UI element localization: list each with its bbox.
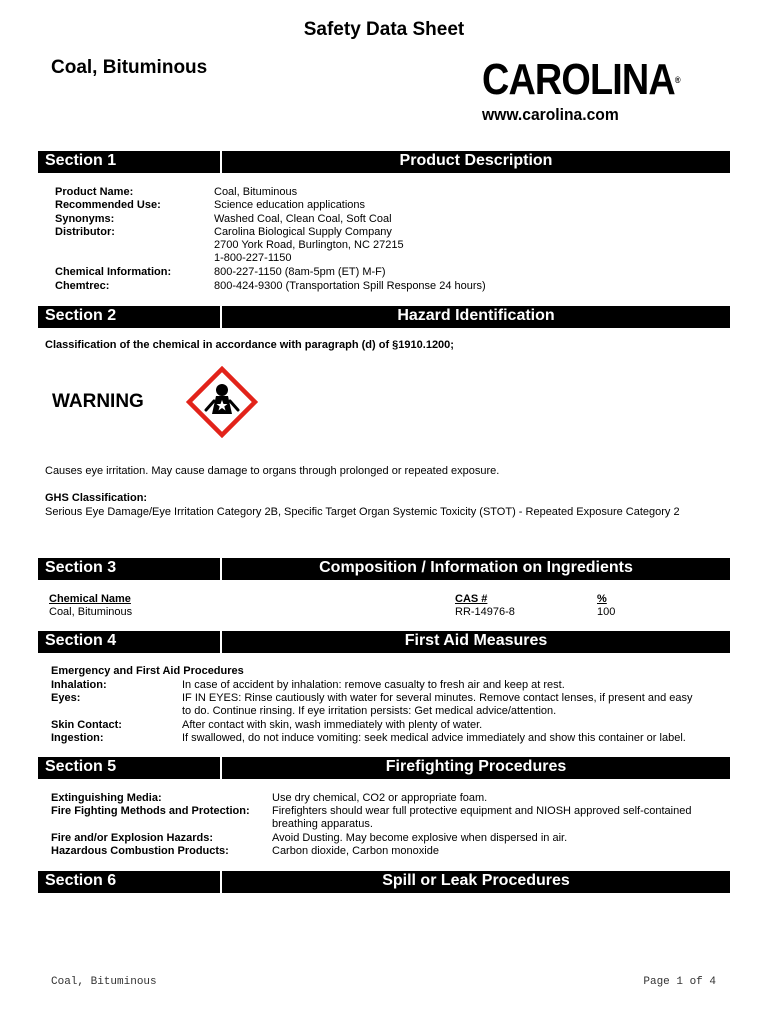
field-label: Synonyms: <box>55 213 115 225</box>
product-title: Coal, Bituminous <box>51 57 208 78</box>
field-value: Use dry chemical, CO2 or appropriate foam. <box>272 792 488 804</box>
logo-wordmark: CAROLINA <box>482 55 675 104</box>
field-value: 800-424-9300 (Transportation Spill Response 24 hours) <box>214 280 486 292</box>
field-label: Eyes: <box>51 692 81 704</box>
ghs-classification: Serious Eye Damage/Eye Irritation Category 2B, Specific Target Organ Systemic Toxicity (STOT) - Repeated Exposure Category 2 <box>45 506 680 518</box>
field-value: In case of accident by inhalation: remove casualty to fresh air and keep at rest. <box>182 679 565 691</box>
section-3-bar <box>38 558 730 580</box>
field-value: Washed Coal, Clean Coal, Soft Coal <box>214 213 392 225</box>
hazard-statement: Causes eye irritation. May cause damage to organs through prolonged or repeated exposure. <box>45 465 500 477</box>
field-label: Extinguishing Media: <box>51 792 162 804</box>
field-value: Firefighters should wear full protective equipment and NIOSH approved self-contained <box>272 805 692 817</box>
field-label: Hazardous Combustion Products: <box>51 845 229 857</box>
field-value: to do. Continue rinsing. If eye irritation persists: Get medical advice/attention. <box>182 705 557 717</box>
field-value: breathing apparatus. <box>272 818 373 830</box>
section-4-bar <box>38 631 730 653</box>
classification-text: Classification of the chemical in accordance with paragraph (d) of §1910.1200; <box>45 339 454 351</box>
field-value: Science education applications <box>214 199 366 211</box>
field-label: Distributor: <box>55 226 115 238</box>
field-value: 1-800-227-1150 <box>214 252 292 264</box>
section-5-bar <box>38 757 730 779</box>
section-6-number: Section 6 <box>45 872 117 889</box>
section-2-number: Section 2 <box>45 307 117 324</box>
field-label: Skin Contact: <box>51 719 122 731</box>
field-label: Recommended Use: <box>55 199 161 211</box>
section-5-title: Firefighting Procedures <box>385 758 567 775</box>
registered-mark: ® <box>674 75 680 85</box>
section-6-title: Spill or Leak Procedures <box>382 872 570 889</box>
table-cell: 100 <box>597 606 616 618</box>
section-2-bar <box>38 306 730 328</box>
field-label: Ingestion: <box>51 732 104 744</box>
section-4-number: Section 4 <box>45 632 117 649</box>
first-aid-heading: Emergency and First Aid Procedures <box>51 665 244 677</box>
section-1-title: Product Description <box>399 152 553 169</box>
field-label: Fire Fighting Methods and Protection: <box>51 805 250 817</box>
section-5-number: Section 5 <box>45 758 117 775</box>
document-title: Safety Data Sheet <box>303 19 465 40</box>
field-label: Chemtrec: <box>55 280 110 292</box>
section-1-bar <box>38 151 730 173</box>
field-value: Coal, Bituminous <box>214 186 298 198</box>
section-2-title: Hazard Identification <box>397 307 555 324</box>
field-value: If swallowed, do not induce vomiting: seek medical advice immediately and show this container or label. <box>182 732 686 744</box>
field-value: 2700 York Road, Burlington, NC 27215 <box>214 239 404 251</box>
signal-word: WARNING <box>52 391 144 412</box>
section-1-number: Section 1 <box>45 152 117 169</box>
health-hazard-icon <box>186 366 258 438</box>
footer-page-number: Page 1 of 4 <box>643 976 716 988</box>
field-value: Carolina Biological Supply Company <box>214 226 392 238</box>
field-label: Fire and/or Explosion Hazards: <box>51 832 213 844</box>
field-label: Chemical Information: <box>55 266 172 278</box>
field-label: Inhalation: <box>51 679 107 691</box>
table-cell: Coal, Bituminous <box>49 606 133 618</box>
section-3-number: Section 3 <box>45 559 117 576</box>
column-header: % <box>597 593 607 605</box>
ghs-label: GHS Classification: <box>45 492 148 504</box>
field-value: IF IN EYES: Rinse cautiously with water for several minutes. Remove contact lenses, if present and easy <box>182 692 693 704</box>
footer-product-name: Coal, Bituminous <box>51 976 157 988</box>
column-header: CAS # <box>455 593 488 605</box>
field-value: After contact with skin, wash immediately with plenty of water. <box>182 719 483 731</box>
field-value: Avoid Dusting. May become explosive when dispersed in air. <box>272 832 568 844</box>
section-6-bar <box>38 871 730 893</box>
column-header: Chemical Name <box>49 593 131 605</box>
field-value: Carbon dioxide, Carbon monoxide <box>272 845 439 857</box>
table-cell: RR-14976-8 <box>455 606 515 618</box>
logo-url: www.carolina.com <box>482 105 619 124</box>
field-value: 800-227-1150 (8am-5pm (ET) M-F) <box>214 266 386 278</box>
field-label: Product Name: <box>55 186 134 198</box>
carolina-logo <box>482 55 680 125</box>
section-4-title: First Aid Measures <box>404 632 548 649</box>
section-3-title: Composition / Information on Ingredients <box>319 559 633 576</box>
